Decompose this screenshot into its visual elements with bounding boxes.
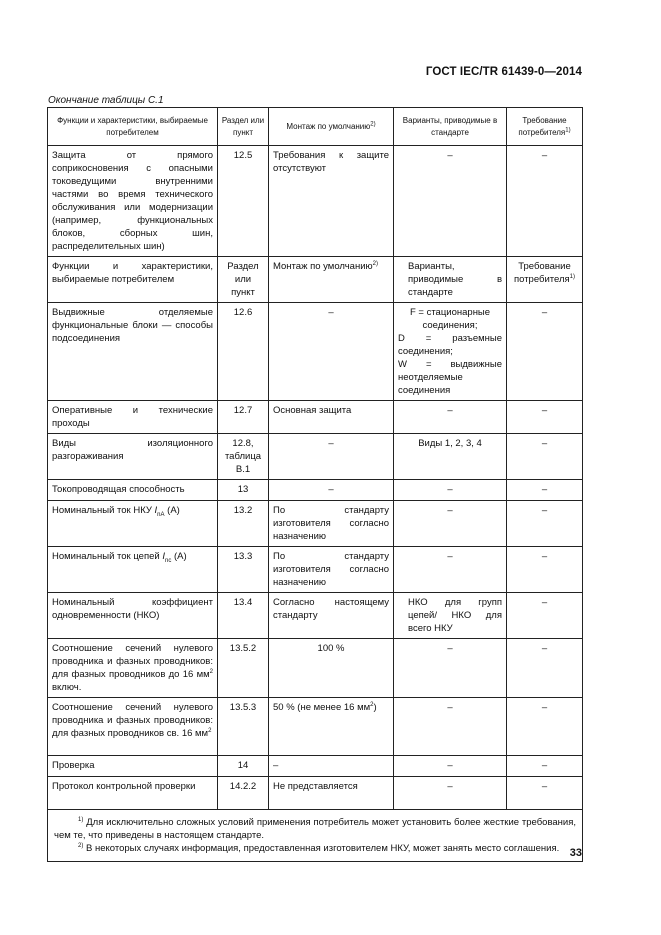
page-number: 33: [569, 847, 582, 859]
table-row: [48, 434, 583, 480]
cell-customer: –: [507, 698, 583, 756]
cell-customer: –: [507, 756, 583, 777]
cell-section: 13: [218, 480, 269, 501]
cell-function: Функции и характеристики, выбираемые потребителем: [48, 257, 218, 303]
cell-customer: –: [507, 303, 583, 401]
cell-section: 13.3: [218, 547, 269, 593]
variant-line: D = разъемные соединения;: [398, 333, 502, 357]
table-row: [48, 146, 583, 257]
table-row: [48, 639, 583, 698]
cell-default: По стандарту изготовителя согласно назначению: [269, 501, 394, 547]
cell-customer: –: [507, 434, 583, 480]
cell-function: Соотношение сечений нулевого проводника и фазных проводников: для фазных проводников до 16 $мм^2$ включ.: [48, 639, 218, 698]
table-row: [48, 501, 583, 547]
cell-variants: –: [394, 777, 507, 810]
table-row: [48, 401, 583, 434]
cell-default: Основная защита: [269, 401, 394, 434]
cell-section: 13.2: [218, 501, 269, 547]
table-row: [48, 303, 583, 401]
table-row: [48, 593, 583, 639]
cell-variants: Варианты, приводимые в стандарте: [394, 257, 507, 303]
cell-customer: Требование потребителя$^{1)}$: [507, 257, 583, 303]
cell-customer: –: [507, 777, 583, 810]
cell-default: 100 %: [269, 639, 394, 698]
cell-variants: [394, 303, 507, 401]
footnotes-row: [48, 810, 583, 862]
table-row: [48, 756, 583, 777]
table-row: [48, 547, 583, 593]
table-row: [48, 777, 583, 810]
cell-customer: –: [507, 547, 583, 593]
cell-default: –: [269, 303, 394, 401]
cell-default: По стандарту изготовителя согласно назначению: [269, 547, 394, 593]
header-default: Монтаж по умолчанию$^{2)}$: [269, 108, 394, 146]
variant-line: F = стационарные соединения;: [409, 307, 491, 331]
cell-default: –: [269, 756, 394, 777]
cell-variants: –: [394, 501, 507, 547]
cell-section: 12.7: [218, 401, 269, 434]
cell-customer: –: [507, 146, 583, 257]
cell-function: Выдвижные отделяемые функциональные блоки — способы подсоединения: [48, 303, 218, 401]
footnote: $^{2)}$ В некоторых случаях информация, предоставленная изготовителем НКУ, может занять место соглашения.: [78, 842, 560, 854]
table-row: [48, 480, 583, 501]
cell-variants: –: [394, 756, 507, 777]
cell-function: Номинальный ток НКУ $I_{nA}$ (А): [48, 501, 218, 547]
cell-section: 12.6: [218, 303, 269, 401]
cell-variants: Виды 1, 2, 3, 4: [394, 434, 507, 480]
cell-function: Защита от прямого соприкосновения с опасными токоведущими внутренними частями во время технического обслуживания или модернизации (например, функциональных блоков, сборных шин, распределительных шин): [48, 146, 218, 257]
cell-function: Токопроводящая способность: [48, 480, 218, 501]
cell-variants: НКО для групп цепей/ НКО для всего НКУ: [394, 593, 507, 639]
cell-default: –: [269, 480, 394, 501]
cell-default: Согласно настоящему стандарту: [269, 593, 394, 639]
header-variants: Варианты, приводимые в стандарте: [394, 108, 507, 146]
cell-variants: –: [394, 698, 507, 756]
table-header-row: [48, 108, 583, 146]
cell-function: Оперативные и технические проходы: [48, 401, 218, 434]
cell-variants: –: [394, 639, 507, 698]
cell-section: Раздел или пункт: [218, 257, 269, 303]
cell-variants: –: [394, 401, 507, 434]
table-row: [48, 698, 583, 756]
cell-customer: –: [507, 639, 583, 698]
cell-customer: –: [507, 480, 583, 501]
cell-default: –: [269, 434, 394, 480]
cell-section: 12.8, таблица В.1: [218, 434, 269, 480]
cell-default: Не представляется: [269, 777, 394, 810]
footnote: $^{1)}$ Для исключительно сложных условий применения потребитель может установить более жесткие требования, чем те, что приведены в настоящем стандарте.: [54, 816, 577, 841]
cell-default: Монтаж по умолчанию$^{2)}$: [269, 257, 394, 303]
requirements-table: [47, 107, 583, 862]
header-customer-req: Требование потребителя$^{1)}$: [507, 108, 583, 146]
cell-function: Соотношение сечений нулевого проводника и фазных проводников: для фазных проводников св. 16 $мм^2$: [48, 698, 218, 756]
cell-function: Протокол контрольной проверки: [48, 777, 218, 810]
variant-line: W = выдвижные неотделяемые соединения: [398, 359, 502, 396]
table-caption: Окончание таблицы С.1: [48, 95, 164, 106]
cell-customer: –: [507, 401, 583, 434]
cell-default: 50 % (не менее 16 $мм^2$): [269, 698, 394, 756]
cell-function: Номинальный ток цепей $I_{nc}$ (А): [48, 547, 218, 593]
table-row-repeated-header: [48, 257, 583, 303]
table-footnotes: [48, 810, 583, 862]
document-code: ГОСТ IEC/TR 61439-0—2014: [425, 66, 582, 78]
cell-variants: –: [394, 547, 507, 593]
cell-section: 12.5: [218, 146, 269, 257]
cell-variants: –: [394, 480, 507, 501]
cell-function: Номинальный коэффициент одновременности (НКО): [48, 593, 218, 639]
cell-default: Требования к защите отсутствуют: [269, 146, 394, 257]
cell-section: 13.4: [218, 593, 269, 639]
cell-section: 14.2.2: [218, 777, 269, 810]
cell-section: 14: [218, 756, 269, 777]
cell-function: Виды изоляционного разгораживания: [48, 434, 218, 480]
cell-section: 13.5.3: [218, 698, 269, 756]
header-section: Раздел или пункт: [218, 108, 269, 146]
cell-variants: –: [394, 146, 507, 257]
cell-customer: –: [507, 501, 583, 547]
cell-section: 13.5.2: [218, 639, 269, 698]
cell-customer: –: [507, 593, 583, 639]
cell-function: Проверка: [48, 756, 218, 777]
header-functions: Функции и характеристики, выбираемые потребителем: [48, 108, 218, 146]
